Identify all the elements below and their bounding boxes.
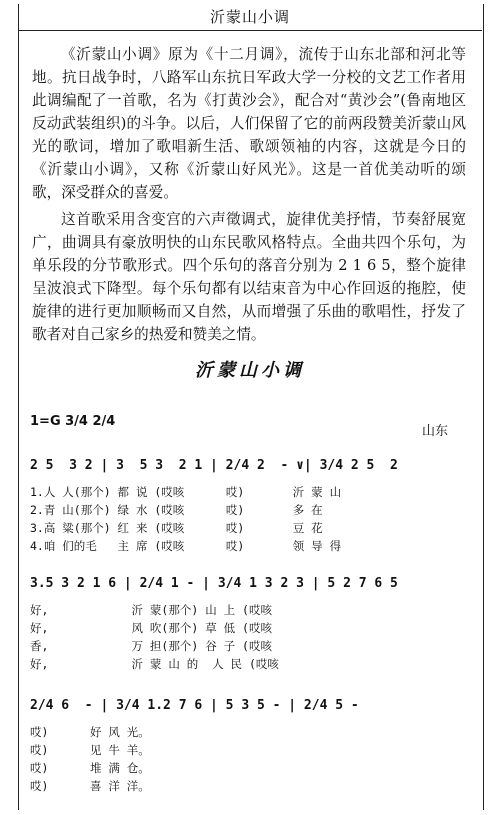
lyric-line: 哎) 好 风 光。 <box>30 725 150 739</box>
lyric-line: 2.青 山(那个) 绿 水 (哎咳 哎) 多 在 <box>30 503 323 517</box>
page-title: 沂蒙山小调 <box>209 8 290 26</box>
lyric-line: 好, 风 吹(那个) 草 低 (哎咳 <box>30 621 272 635</box>
title-divider <box>18 30 482 31</box>
lyric-line: 哎) 见 牛 羊。 <box>30 743 150 757</box>
intro-paragraph-2: 这首歌采用含变宫的六声徵调式，旋律优美抒情，节奏舒展宽广，曲调具有豪放明快的山东民歌风格特点。全曲共四个乐句，为单乐段的分节歌形式。四个乐句的落音分别为 2 1 6 5，整个旋律呈波浪式下降型。每个乐句都有以结束音为中心作回返的拖腔，使旋律的进行更加顺畅而又自然，从而增强了乐曲的歌唱性，抒发了歌者对自己家乡的热爱和赞美之情。 <box>32 211 466 343</box>
song-title: 沂蒙山小调 <box>195 360 305 381</box>
key-signature: 1=G 3/4 2/4 <box>30 414 116 429</box>
lyric-line: 1.人 人(那个) 都 说 (哎咳 哎) 沂 蒙 山 <box>30 485 342 499</box>
song-origin: 山东 <box>422 424 449 439</box>
intro-paragraph-1: 《沂蒙山小调》原为《十二月调》，流传于山东北部和河北等地。抗日战争时，八路军山东抗日军政大学一分校的文艺工作者用此调编配了一首歌，名为《打黄沙会》，配合对“黄沙会”(鲁南地区反动武装组织)的斗争。以后，人们保留了它的前两段赞美沂蒙山风光的歌词，增加了歌唱新生活、歌颂领袖的内容，这就是今日的《沂蒙山小调》，又称《沂蒙山好风光》。这是一首优美动听的颂歌，深受群众的喜爱。 <box>32 46 466 201</box>
lyric-line: 哎) 喜 洋 洋。 <box>30 779 150 793</box>
lyric-line: 好, 沂 蒙(那个) 山 上 (哎咳 <box>30 603 272 617</box>
lyric-line: 哎) 堆 满 仓。 <box>30 761 150 775</box>
score-notes-line: 2/4 6 - | 3/4 1.2 7 6 | 5 3 5 - | 2/4 5 - <box>30 698 359 713</box>
lyric-line: 4.咱 们的毛 主 席 (哎咳 哎) 领 导 得 <box>30 539 342 553</box>
lyric-line: 香, 万 担(那个) 谷 子 (哎咳 <box>30 639 272 653</box>
lyric-line: 好, 沂 蒙 山 的 人 民 (哎咳 <box>30 657 279 671</box>
score-notes-line: 2 5 3 2 | 3 5 3 2 1 | 2/4 2 - ∨| 3/4 2 5 2 <box>30 458 398 473</box>
lyric-line: 3.高 粱(那个) 红 来 (哎咳 哎) 豆 花 <box>30 521 323 535</box>
score-notes-line: 3.5 3 2 1 6 | 2/4 1 - | 3/4 1 3 2 3 | 5 2 7 6 5 <box>30 576 398 591</box>
